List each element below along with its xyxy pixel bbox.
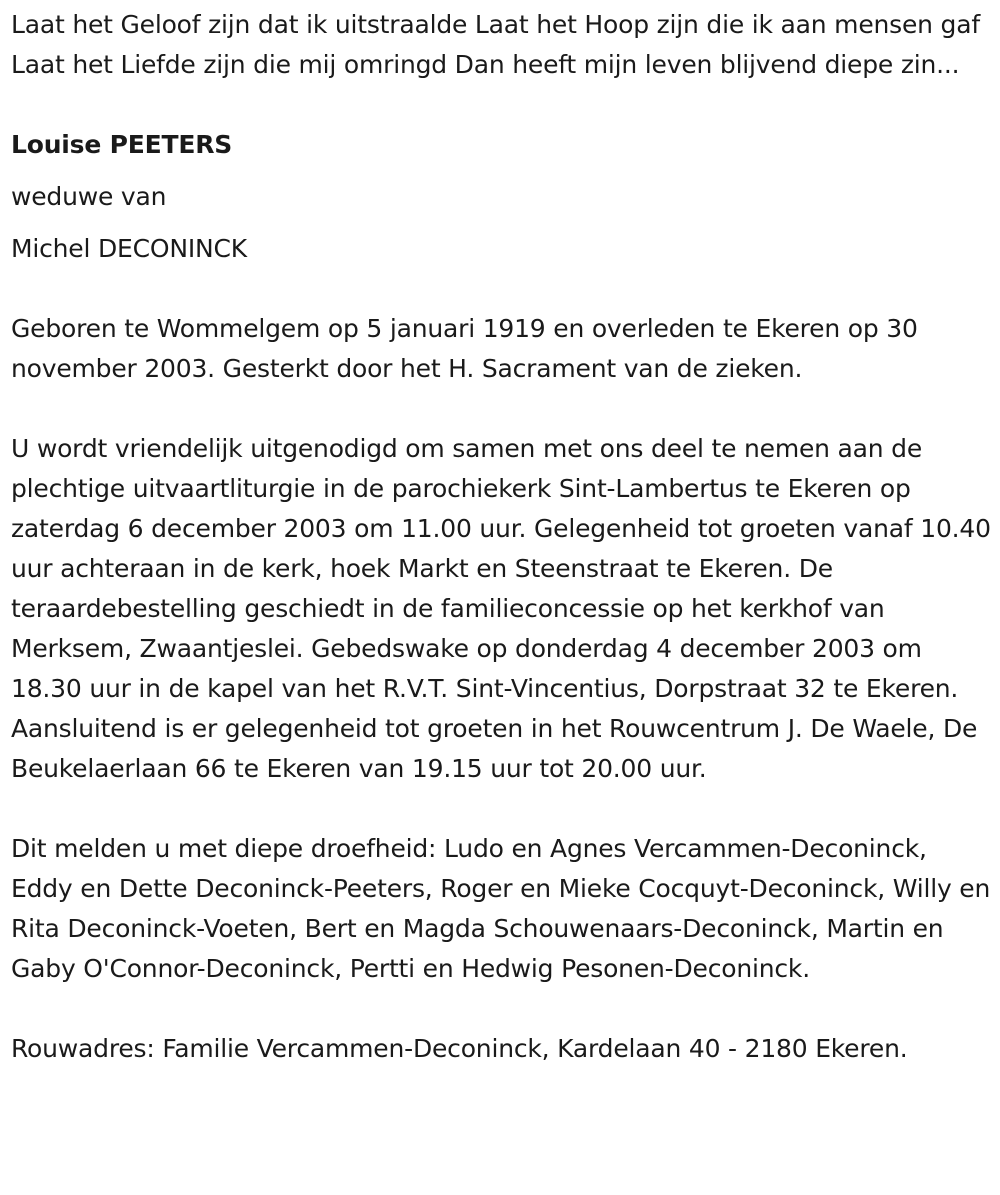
spacer xyxy=(11,989,993,1029)
spacer xyxy=(11,789,993,829)
relation-text: weduwe van xyxy=(11,182,167,211)
mourners-text: Dit melden u met diepe droefheid: Ludo en Agnes Vercammen-Deconinck, Eddy en Dette Deconinck-Peeters, Roger en Mieke Cocquyt-Deconinck, Willy en Rita Deconinck-Voeten, Bert en Magda Schouwenaars-Deconinck, Martin en Gaby O'Connor-Deconinck, Pertti en Hedwig Pesonen-Deconinck. xyxy=(11,834,991,983)
address-text: Rouwadres: Familie Vercammen-Deconinck, Kardelaan 40 - 2180 Ekeren. xyxy=(11,1034,908,1063)
obituary-notice xyxy=(11,5,993,1069)
birth-death-text: Geboren te Wommelgem op 5 januari 1919 en overleden te Ekeren op 30 november 2003. Gesterkt door het H. Sacrament van de zieken. xyxy=(11,314,918,383)
spacer xyxy=(11,165,993,177)
spacer xyxy=(11,269,993,309)
spacer xyxy=(11,217,993,229)
poem-text: Laat het Geloof zijn dat ik uitstraalde Laat het Hoop zijn die ik aan mensen gaf Laat het Liefde zijn die mij omringd Dan heeft mijn leven blijvend diepe zin... xyxy=(11,10,980,79)
spacer xyxy=(11,85,993,125)
spacer xyxy=(11,389,993,429)
spouse-name: Michel DECONINCK xyxy=(11,234,247,263)
deceased-name: Louise PEETERS xyxy=(11,130,233,159)
invitation-text: U wordt vriendelijk uitgenodigd om samen met ons deel te nemen aan de plechtige uitvaartliturgie in de parochiekerk Sint-Lambertus te Ekeren op zaterdag 6 december 2003 om 11.00 uur. Gelegenheid tot groeten vanaf 10.40 uur achteraan in de kerk, hoek Markt en Steenstraat te Ekeren. De teraardebestelling geschiedt in de familieconcessie op het kerkhof van Merksem, Zwaantjeslei. Gebedswake op donderdag 4 december 2003 om 18.30 uur in de kapel van het R.V.T. Sint-Vincentius, Dorpstraat 32 te Ekeren. Aansluitend is er gelegenheid tot groeten in het Rouwcentrum J. De Waele, De Beukelaerlaan 66 te Ekeren van 19.15 uur tot 20.00 uur. xyxy=(11,434,991,783)
